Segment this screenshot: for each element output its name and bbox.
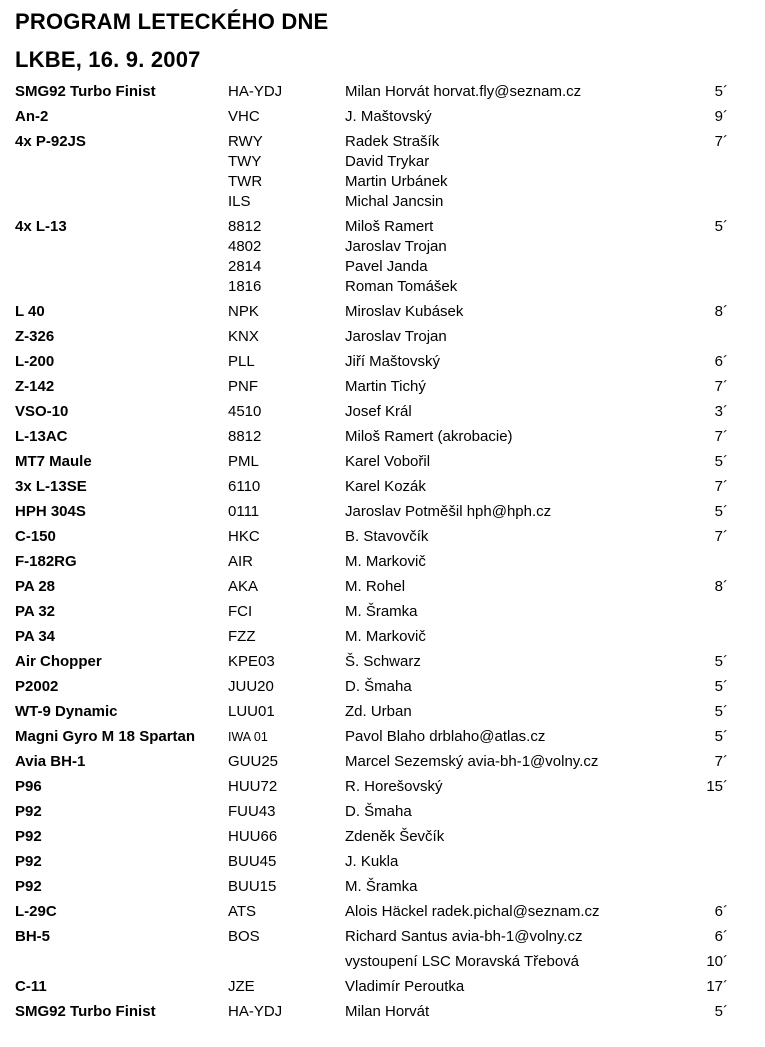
pilot-line: B. Stavovčík xyxy=(345,528,429,545)
program-row xyxy=(15,777,765,797)
pilot-line: Jaroslav Trojan xyxy=(345,238,447,255)
pilot-line: Marcel Sezemský avia-bh-1@volny.cz xyxy=(345,753,599,770)
registration-line: VHC xyxy=(228,108,260,125)
registration xyxy=(228,652,345,672)
pilot xyxy=(345,577,675,597)
registration-line: TWR xyxy=(228,173,263,190)
aircraft-type: 4x P-92JS xyxy=(15,133,86,150)
aircraft-type: L 40 xyxy=(15,303,45,320)
pilot xyxy=(345,452,675,472)
program-row xyxy=(15,952,765,972)
program-row xyxy=(15,727,765,747)
registration-line: AIR xyxy=(228,553,254,570)
aircraft-type: 4x L-13 xyxy=(15,218,67,235)
pilot-line: J. Maštovský xyxy=(345,108,432,125)
registration-line: HA-YDJ xyxy=(228,83,283,100)
registration xyxy=(228,377,345,397)
duration: 7´ xyxy=(714,378,728,395)
duration: 8´ xyxy=(714,303,728,320)
registration xyxy=(228,977,345,997)
pilot xyxy=(345,1002,675,1022)
duration xyxy=(675,602,728,622)
registration-line: IWA 01 xyxy=(228,730,268,744)
aircraft-type: Air Chopper xyxy=(15,653,102,670)
aircraft-type: L-200 xyxy=(15,353,55,370)
pilot xyxy=(345,627,675,647)
pilot xyxy=(345,652,675,672)
pilot-line: Karel Vobořil xyxy=(345,453,431,470)
aircraft-type: VSO-10 xyxy=(15,403,69,420)
registration-line: BUU15 xyxy=(228,878,277,895)
registration xyxy=(228,627,345,647)
registration-line: 8812 xyxy=(228,218,262,235)
aircraft-type: PA 32 xyxy=(15,603,56,620)
program-row xyxy=(15,602,765,622)
aircraft-type: PA 28 xyxy=(15,578,56,595)
duration: 5´ xyxy=(714,653,728,670)
duration: 6´ xyxy=(714,903,728,920)
aircraft-type: P96 xyxy=(15,778,42,795)
aircraft-type: WT-9 Dynamic xyxy=(15,703,118,720)
pilot-line: M. Šramka xyxy=(345,878,418,895)
registration-line: 8812 xyxy=(228,428,262,445)
aircraft-type: BH-5 xyxy=(15,928,51,945)
aircraft-type: F-182RG xyxy=(15,553,77,570)
pilot-line: Radek Strašík xyxy=(345,133,440,150)
pilot-line: Michal Jancsin xyxy=(345,193,444,210)
duration: 5´ xyxy=(714,218,728,235)
pilot xyxy=(345,702,675,722)
program-row xyxy=(15,627,765,647)
pilot-line: Pavol Blaho drblaho@atlas.cz xyxy=(345,728,546,745)
program-row xyxy=(15,502,765,522)
pilot-line: M. Markovič xyxy=(345,628,426,645)
registration-line: PLL xyxy=(228,353,255,370)
pilot xyxy=(345,427,675,447)
registration-line: JZE xyxy=(228,978,255,995)
pilot xyxy=(345,132,675,212)
duration: 7´ xyxy=(714,478,728,495)
pilot xyxy=(345,852,675,872)
aircraft-type: 3x L-13SE xyxy=(15,478,87,495)
pilot xyxy=(345,727,675,747)
registration-line: 6110 xyxy=(228,478,261,495)
pilot-line: Pavel Janda xyxy=(345,258,428,275)
program-row xyxy=(15,427,765,447)
pilot-line: Martin Urbánek xyxy=(345,173,448,190)
duration xyxy=(675,877,728,897)
program-row xyxy=(15,977,765,997)
pilot xyxy=(345,677,675,697)
program-row xyxy=(15,327,765,347)
aircraft-type: HPH 304S xyxy=(15,503,86,520)
pilot-line: D. Šmaha xyxy=(345,803,412,820)
registration xyxy=(228,827,345,847)
program-row xyxy=(15,302,765,322)
registration xyxy=(228,927,345,947)
pilot xyxy=(345,552,675,572)
registration-line: LUU01 xyxy=(228,703,275,720)
aircraft-type: P92 xyxy=(15,853,42,870)
duration: 9´ xyxy=(714,108,728,125)
duration xyxy=(675,827,728,847)
registration-line: FZZ xyxy=(228,628,256,645)
program-row xyxy=(15,377,765,397)
duration: 5´ xyxy=(714,503,728,520)
pilot-line: Š. Schwarz xyxy=(345,653,421,670)
aircraft-type: MT7 Maule xyxy=(15,453,92,470)
registration-line: PNF xyxy=(228,378,258,395)
registration xyxy=(228,552,345,572)
pilot-line: Martin Tichý xyxy=(345,378,426,395)
duration: 17´ xyxy=(706,978,728,995)
pilot-line: Jaroslav Potměšil hph@hph.cz xyxy=(345,503,552,520)
registration-line: AKA xyxy=(228,578,259,595)
pilot-line: Josef Král xyxy=(345,403,412,420)
registration xyxy=(228,527,345,547)
registration-line: KPE03 xyxy=(228,653,275,670)
duration: 7´ xyxy=(714,753,728,770)
program-row xyxy=(15,752,765,772)
registration xyxy=(228,477,345,497)
registration xyxy=(228,727,345,747)
aircraft-type: SMG92 Turbo Finist xyxy=(15,83,156,100)
pilot xyxy=(345,952,675,972)
program-row xyxy=(15,652,765,672)
registration xyxy=(228,752,345,772)
pilot-line: M. Šramka xyxy=(345,603,418,620)
program-row xyxy=(15,902,765,922)
pilot-line: Miroslav Kubásek xyxy=(345,303,464,320)
aircraft-type: An-2 xyxy=(15,108,49,125)
registration xyxy=(228,427,345,447)
registration xyxy=(228,107,345,127)
registration xyxy=(228,777,345,797)
duration: 7´ xyxy=(714,528,728,545)
pilot xyxy=(345,902,675,922)
duration: 5´ xyxy=(714,703,728,720)
pilot-line: Vladimír Peroutka xyxy=(345,978,465,995)
registration xyxy=(228,352,345,372)
registration-line: ATS xyxy=(228,903,257,920)
aircraft-type: L-29C xyxy=(15,903,57,920)
aircraft-type: SMG92 Turbo Finist xyxy=(15,1003,156,1020)
aircraft-type: C-11 xyxy=(15,978,47,995)
pilot xyxy=(345,217,675,297)
pilot-line: R. Horešovský xyxy=(345,778,443,795)
program-row xyxy=(15,802,765,822)
pilot-line: D. Šmaha xyxy=(345,678,412,695)
program-row xyxy=(15,1002,765,1022)
duration: 15´ xyxy=(706,778,728,795)
pilot-line: Alois Häckel radek.pichal@seznam.cz xyxy=(345,903,600,920)
registration xyxy=(228,327,345,347)
registration-line: KNX xyxy=(228,328,259,345)
registration xyxy=(228,402,345,422)
pilot-line: Jaroslav Trojan xyxy=(345,328,447,345)
duration: 6´ xyxy=(714,353,728,370)
pilot xyxy=(345,402,675,422)
program-table xyxy=(15,82,765,1022)
pilot-line: J. Kukla xyxy=(345,853,399,870)
registration xyxy=(228,677,345,697)
pilot xyxy=(345,377,675,397)
registration xyxy=(228,577,345,597)
duration: 7´ xyxy=(714,428,728,445)
pilot-line: David Trykar xyxy=(345,153,430,170)
program-row xyxy=(15,527,765,547)
pilot xyxy=(345,352,675,372)
registration-line: NPK xyxy=(228,303,259,320)
aircraft-type: Avia BH-1 xyxy=(15,753,86,770)
program-row xyxy=(15,217,765,297)
pilot xyxy=(345,327,675,347)
program-row xyxy=(15,477,765,497)
aircraft-type: P92 xyxy=(15,878,42,895)
pilot-line: Karel Kozák xyxy=(345,478,426,495)
program-row xyxy=(15,827,765,847)
aircraft-type: P2002 xyxy=(15,678,59,695)
registration-line: 4802 xyxy=(228,238,262,255)
aircraft-type xyxy=(15,952,228,972)
pilot-line: Zd. Urban xyxy=(345,703,412,720)
program-row xyxy=(15,107,765,127)
aircraft-type: P92 xyxy=(15,803,42,820)
pilot-line: Miloš Ramert (akrobacie) xyxy=(345,428,513,445)
pilot-line: vystoupení LSC Moravská Třebová xyxy=(345,953,580,970)
registration xyxy=(228,452,345,472)
duration: 10´ xyxy=(706,953,728,970)
pilot-line: Zdeněk Ševčík xyxy=(345,828,445,845)
program-row xyxy=(15,702,765,722)
program-row xyxy=(15,577,765,597)
registration xyxy=(228,902,345,922)
pilot-line: Roman Tomášek xyxy=(345,278,458,295)
pilot xyxy=(345,752,675,772)
pilot-line: Jiří Maštovský xyxy=(345,353,441,370)
duration: 5´ xyxy=(714,453,728,470)
pilot xyxy=(345,602,675,622)
registration xyxy=(228,132,345,212)
duration: 8´ xyxy=(714,578,728,595)
registration-line: RWY xyxy=(228,133,263,150)
duration xyxy=(675,802,728,822)
registration xyxy=(228,82,345,102)
duration: 5´ xyxy=(714,83,728,100)
registration xyxy=(228,702,345,722)
registration-line: JUU20 xyxy=(228,678,274,695)
pilot xyxy=(345,977,675,997)
pilot xyxy=(345,877,675,897)
registration-line: HA-YDJ xyxy=(228,1003,283,1020)
pilot xyxy=(345,107,675,127)
program-row xyxy=(15,352,765,372)
duration: 5´ xyxy=(714,678,728,695)
duration xyxy=(675,327,728,347)
duration: 5´ xyxy=(714,1003,728,1020)
duration xyxy=(675,552,728,572)
pilot xyxy=(345,502,675,522)
program-row xyxy=(15,877,765,897)
registration xyxy=(228,952,345,972)
pilot-line: Milan Horvát horvat.fly@seznam.cz xyxy=(345,83,582,100)
aircraft-type: C-150 xyxy=(15,528,56,545)
registration-line: HUU72 xyxy=(228,778,278,795)
pilot xyxy=(345,827,675,847)
pilot-line: M. Rohel xyxy=(345,578,406,595)
pilot-line: Richard Santus avia-bh-1@volny.cz xyxy=(345,928,583,945)
pilot xyxy=(345,302,675,322)
pilot-line: Miloš Ramert xyxy=(345,218,434,235)
page-title: PROGRAM LETECKÉHO DNE xyxy=(15,9,329,34)
registration xyxy=(228,502,345,522)
pilot-line: M. Markovič xyxy=(345,553,426,570)
aircraft-type: PA 34 xyxy=(15,628,56,645)
registration-line: HKC xyxy=(228,528,260,545)
registration xyxy=(228,1002,345,1022)
aircraft-type: Z-326 xyxy=(15,328,55,345)
registration-line: 1816 xyxy=(228,278,262,295)
registration xyxy=(228,602,345,622)
duration xyxy=(675,852,728,872)
registration xyxy=(228,877,345,897)
registration-line: FCI xyxy=(228,603,253,620)
aircraft-type: Z-142 xyxy=(15,378,55,395)
program-row xyxy=(15,852,765,872)
aircraft-type: P92 xyxy=(15,828,42,845)
registration-line: ILS xyxy=(228,193,251,210)
registration-line: 0111 xyxy=(228,503,260,520)
registration-line: 2814 xyxy=(228,258,262,275)
registration-line: 4510 xyxy=(228,403,262,420)
duration: 3´ xyxy=(714,403,728,420)
program-row xyxy=(15,132,765,212)
aircraft-type: L-13AC xyxy=(15,428,68,445)
registration-line: TWY xyxy=(228,153,262,170)
program-row xyxy=(15,552,765,572)
duration: 5´ xyxy=(714,728,728,745)
registration-line: BOS xyxy=(228,928,260,945)
pilot-line: Milan Horvát xyxy=(345,1003,430,1020)
pilot xyxy=(345,527,675,547)
pilot xyxy=(345,477,675,497)
program-row xyxy=(15,927,765,947)
pilot xyxy=(345,927,675,947)
program-row xyxy=(15,402,765,422)
duration: 6´ xyxy=(714,928,728,945)
program-row xyxy=(15,677,765,697)
duration xyxy=(675,627,728,647)
pilot xyxy=(345,82,675,102)
registration-line: FUU43 xyxy=(228,803,276,820)
program-row xyxy=(15,82,765,102)
pilot xyxy=(345,802,675,822)
registration xyxy=(228,852,345,872)
aircraft-type: Magni Gyro M 18 Spartan xyxy=(15,728,196,745)
registration-line: HUU66 xyxy=(228,828,278,845)
registration-line: BUU45 xyxy=(228,853,277,870)
program-row xyxy=(15,452,765,472)
pilot xyxy=(345,777,675,797)
registration-line: PML xyxy=(228,453,259,470)
duration: 7´ xyxy=(714,133,728,150)
registration xyxy=(228,802,345,822)
registration-line: GUU25 xyxy=(228,753,279,770)
registration xyxy=(228,302,345,322)
registration xyxy=(228,217,345,297)
page-subtitle: LKBE, 16. 9. 2007 xyxy=(15,47,201,72)
